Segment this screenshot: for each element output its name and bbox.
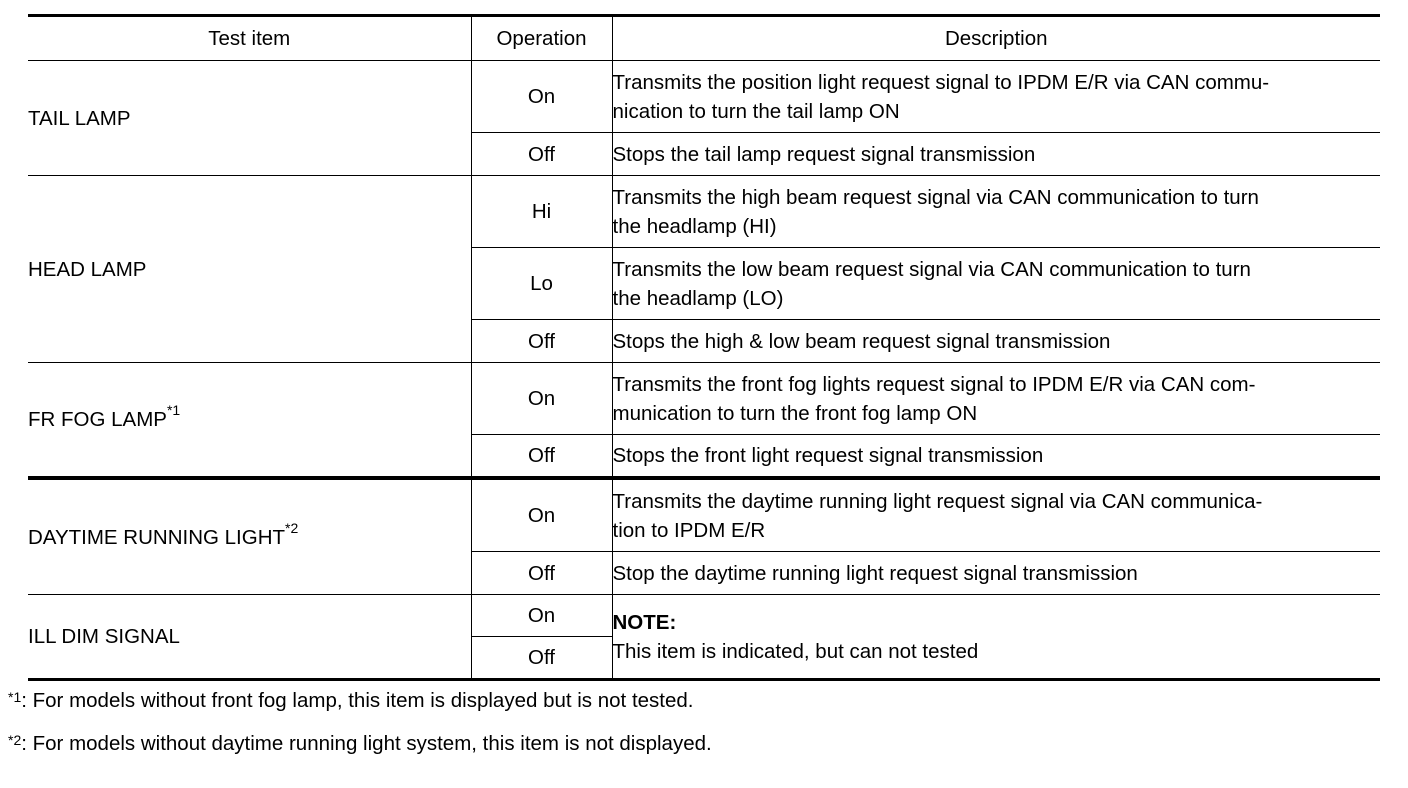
operation-cell: On: [471, 363, 612, 435]
test-item-label: FR FOG LAMP: [28, 408, 167, 431]
description-cell: [612, 176, 1380, 248]
test-item-label: TAIL LAMP: [28, 106, 131, 130]
note-label: NOTE:: [612, 610, 677, 634]
test-item-label: ILL DIM SIGNAL: [28, 625, 180, 648]
test-item-daytime-running-light: [28, 478, 471, 595]
footnote-ref: *1: [166, 402, 181, 418]
test-item-fr-fog-lamp: [28, 363, 471, 479]
description-text: Stops the front light request signal transmission: [612, 444, 1044, 467]
operation-cell: Off: [471, 320, 612, 363]
footnote-mark: *1: [8, 689, 22, 705]
description-cell: [612, 363, 1380, 435]
footnote-text: : For models without front fog lamp, this item is displayed but is not tested.: [21, 689, 694, 712]
header-description: Description: [612, 16, 1380, 61]
description-cell: [612, 595, 1380, 680]
description-cell: [612, 435, 1380, 479]
description-cell: [612, 552, 1380, 595]
operation-cell: Off: [471, 637, 612, 680]
operation-cell: Off: [471, 435, 612, 479]
description-text: Transmits the position light request signal to IPDM E/R via CAN commu- nication to turn the tail lamp ON: [612, 70, 1270, 123]
footnote-ref: *2: [285, 519, 299, 536]
operation-cell: Hi: [471, 176, 612, 248]
table-row: [28, 478, 1380, 552]
description-text: Transmits the front fog lights request signal to IPDM E/R via CAN com- munication to turn the front fog lamp ON: [612, 372, 1256, 425]
description-cell: [612, 61, 1380, 133]
description-text: Stop the daytime running light request signal transmission: [612, 561, 1138, 585]
description-cell: [612, 133, 1380, 176]
description-cell: [612, 320, 1380, 363]
operation-cell: On: [471, 61, 612, 133]
description-cell: [612, 248, 1380, 320]
description-text: Transmits the high beam request signal via CAN communication to turn the headlamp (HI): [612, 185, 1259, 238]
table-header-row: [28, 16, 1380, 61]
operation-cell: On: [471, 595, 612, 637]
operation-cell: Lo: [471, 248, 612, 320]
description-cell: [612, 478, 1380, 552]
description-text: Stops the high & low beam request signal transmission: [612, 329, 1111, 353]
operation-cell: Off: [471, 133, 612, 176]
description-text: Stops the tail lamp request signal transmission: [612, 142, 1036, 166]
description-text: Transmits the daytime running light request signal via CAN communica- tion to IPDM E/R: [612, 489, 1263, 542]
test-item-label: HEAD LAMP: [28, 257, 147, 281]
table-row: [28, 61, 1380, 133]
header-test-item: Test item: [28, 16, 471, 61]
table-row: [28, 176, 1380, 248]
test-item-head-lamp: [28, 176, 471, 363]
footnote-mark: *2: [8, 732, 22, 748]
operation-cell: Off: [471, 552, 612, 595]
description-text: Transmits the low beam request signal via CAN communication to turn the headlamp (LO): [612, 257, 1251, 310]
footnote-1: [8, 688, 694, 714]
note-text: This item is indicated, but can not tested: [612, 639, 979, 663]
header-operation: Operation: [471, 16, 612, 61]
footnote-text: : For models without daytime running light system, this item is not displayed.: [21, 732, 712, 755]
test-item-label: DAYTIME RUNNING LIGHT: [28, 525, 286, 549]
test-item-table: [28, 14, 1380, 681]
table-row: [28, 595, 1380, 637]
test-item-tail-lamp: [28, 61, 471, 176]
footnote-2: [8, 731, 712, 757]
test-item-ill-dim-signal: [28, 595, 471, 680]
table-row: [28, 363, 1380, 435]
operation-cell: On: [471, 478, 612, 552]
